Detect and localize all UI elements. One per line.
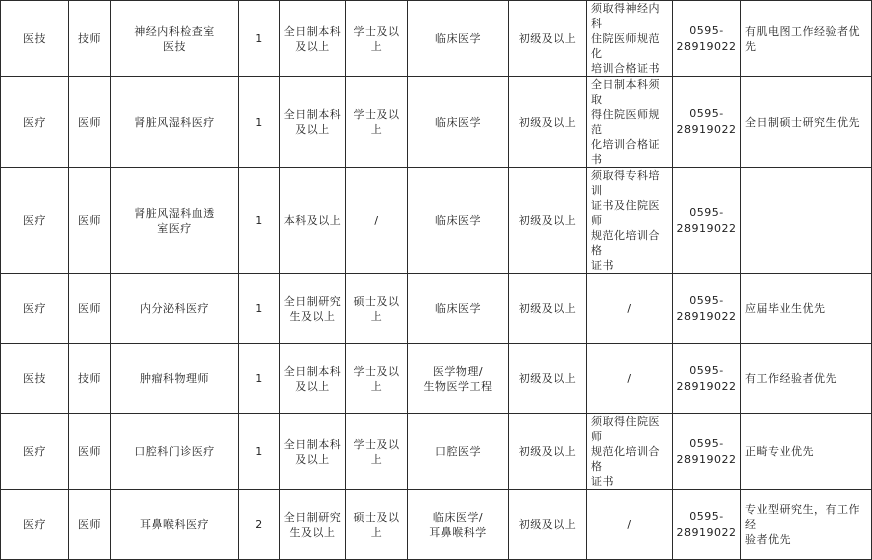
- category-cell: 医疗: [1, 168, 69, 274]
- note-cell: [741, 168, 872, 274]
- table-row: [1, 1, 872, 77]
- major-cell: [408, 168, 509, 274]
- requirement-text: /: [627, 302, 632, 315]
- requirement-cell: [587, 414, 673, 490]
- position-text: 肾脏风湿科医疗: [134, 115, 215, 129]
- degree-cell: 硕士及以上: [346, 490, 408, 560]
- position-text: 耳鼻喉科医疗: [140, 518, 209, 531]
- category-cell: 医疗: [1, 274, 69, 344]
- degree-cell: 学士及以上: [346, 344, 408, 414]
- major-text: 口腔医学: [435, 445, 481, 458]
- major-cell: [408, 490, 509, 560]
- education-text: 本科及以上: [283, 214, 342, 227]
- note-cell: [741, 274, 872, 344]
- position-cell: [111, 1, 239, 77]
- degree-cell: 学士及以上: [346, 77, 408, 168]
- requirement-text: /: [627, 518, 632, 531]
- title-cell: 医师: [69, 168, 111, 274]
- phone-text: 0595- 28919022: [676, 436, 737, 466]
- note-text: 正畸专业优先: [745, 445, 814, 458]
- major-text: 临床医学: [435, 32, 481, 45]
- position-text: 口腔科门诊医疗: [134, 445, 215, 458]
- requirement-cell: [587, 77, 673, 168]
- education-text: 全日制研究 生及以上: [283, 294, 342, 323]
- table-body: [1, 1, 872, 560]
- education-cell: [280, 414, 346, 490]
- table-row: [1, 168, 872, 274]
- title-cell: 医师: [69, 490, 111, 560]
- note-cell: [741, 414, 872, 490]
- education-cell: [280, 274, 346, 344]
- phone-cell: [673, 1, 741, 77]
- major-cell: [408, 77, 509, 168]
- phone-text: 0595- 28919022: [676, 107, 737, 136]
- title-cell: 技师: [69, 344, 111, 414]
- requirement-cell: [587, 274, 673, 344]
- position-cell: [111, 414, 239, 490]
- rank-cell: 初级及以上: [509, 168, 587, 274]
- phone-cell: [673, 414, 741, 490]
- education-text: 全日制本科 及以上: [283, 437, 342, 466]
- table-row: [1, 77, 872, 168]
- education-text: 全日制本科 及以上: [283, 108, 342, 136]
- category-cell: 医疗: [1, 414, 69, 490]
- note-cell: [741, 77, 872, 168]
- rank-cell: 初级及以上: [509, 1, 587, 77]
- table-row: [1, 344, 872, 414]
- note-cell: [741, 1, 872, 77]
- category-cell: 医疗: [1, 77, 69, 168]
- position-cell: [111, 490, 239, 560]
- count-cell: 2: [239, 490, 280, 560]
- requirement-cell: [587, 1, 673, 77]
- phone-cell: [673, 77, 741, 168]
- phone-text: 0595- 28919022: [676, 509, 737, 539]
- education-cell: [280, 77, 346, 168]
- education-cell: [280, 168, 346, 274]
- phone-cell: [673, 274, 741, 344]
- title-cell: 技师: [69, 1, 111, 77]
- requirement-text: /: [627, 372, 632, 385]
- requirement-text: 须取得神经内科 住院医师规范化 培训合格证书: [591, 2, 660, 75]
- count-cell: 1: [239, 274, 280, 344]
- count-cell: 1: [239, 414, 280, 490]
- requirement-text: 须取得住院医师 规范化培训合格 证书: [591, 415, 660, 488]
- note-text: 有工作经验者优先: [745, 372, 837, 385]
- major-cell: [408, 274, 509, 344]
- count-cell: 1: [239, 344, 280, 414]
- education-cell: [280, 344, 346, 414]
- requirement-cell: [587, 168, 673, 274]
- major-text: 临床医学/ 耳鼻喉科学: [429, 510, 487, 539]
- title-cell: 医师: [69, 77, 111, 168]
- requirement-text: 全日制本科须取 得住院医师规范 化培训合格证书: [591, 78, 660, 166]
- position-text: 肿瘤科物理师: [140, 372, 209, 385]
- major-cell: [408, 414, 509, 490]
- category-cell: 医疗: [1, 490, 69, 560]
- note-cell: [741, 490, 872, 560]
- major-text: 医学物理/ 生物医学工程: [423, 364, 493, 393]
- count-cell: 1: [239, 168, 280, 274]
- rank-cell: 初级及以上: [509, 344, 587, 414]
- major-cell: [408, 1, 509, 77]
- major-text: 临床医学: [435, 115, 481, 129]
- note-text: 专业型研究生，有工作经 验者优先: [745, 503, 860, 546]
- note-text: 全日制硕士研究生优先: [745, 115, 860, 129]
- title-cell: 医师: [69, 274, 111, 344]
- requirement-cell: [587, 490, 673, 560]
- table-row: [1, 490, 872, 560]
- rank-cell: 初级及以上: [509, 414, 587, 490]
- rank-cell: 初级及以上: [509, 77, 587, 168]
- phone-text: 0595- 28919022: [676, 293, 737, 323]
- degree-cell: 学士及以上: [346, 1, 408, 77]
- major-text: 临床医学: [435, 214, 481, 227]
- note-text: 应届毕业生优先: [745, 302, 826, 315]
- phone-text: 0595- 28919022: [676, 363, 737, 393]
- degree-cell: /: [346, 168, 408, 274]
- note-text: 有肌电图工作经验者优先: [745, 24, 860, 53]
- count-cell: 1: [239, 1, 280, 77]
- table-row: [1, 414, 872, 490]
- position-text: 神经内科检查室 医技: [134, 24, 215, 53]
- position-text: 内分泌科医疗: [140, 302, 209, 315]
- education-text: 全日制研究 生及以上: [283, 510, 342, 539]
- position-cell: [111, 274, 239, 344]
- education-text: 全日制本科 及以上: [283, 364, 342, 393]
- phone-cell: [673, 490, 741, 560]
- rank-cell: 初级及以上: [509, 274, 587, 344]
- major-cell: [408, 344, 509, 414]
- phone-text: 0595- 28919022: [676, 23, 737, 53]
- degree-cell: 硕士及以上: [346, 274, 408, 344]
- requirement-text: 须取得专科培训 证书及住院医师 规范化培训合格 证书: [591, 169, 660, 272]
- position-cell: [111, 344, 239, 414]
- position-cell: [111, 77, 239, 168]
- position-cell: [111, 168, 239, 274]
- education-cell: [280, 1, 346, 77]
- category-cell: 医技: [1, 344, 69, 414]
- title-cell: 医师: [69, 414, 111, 490]
- rank-cell: 初级及以上: [509, 490, 587, 560]
- note-cell: [741, 344, 872, 414]
- table-row: [1, 274, 872, 344]
- position-text: 肾脏风湿科血透 室医疗: [134, 206, 215, 235]
- degree-cell: 学士及以上: [346, 414, 408, 490]
- count-cell: 1: [239, 77, 280, 168]
- phone-text: 0595- 28919022: [676, 205, 737, 235]
- education-text: 全日制本科 及以上: [283, 24, 342, 53]
- phone-cell: [673, 168, 741, 274]
- education-cell: [280, 490, 346, 560]
- category-cell: 医技: [1, 1, 69, 77]
- major-text: 临床医学: [435, 302, 481, 315]
- requirement-cell: [587, 344, 673, 414]
- phone-cell: [673, 344, 741, 414]
